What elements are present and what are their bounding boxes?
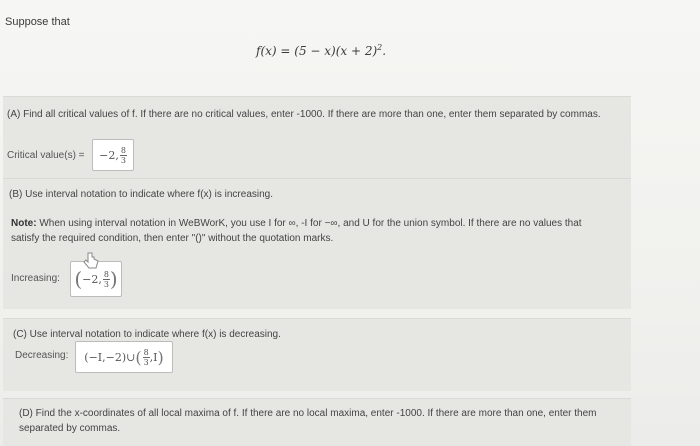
- part-b-question: (B) Use interval notation to indicate where f(x) is increasing.: [9, 189, 274, 200]
- open-paren: (: [74, 267, 83, 291]
- fraction-denominator: 3: [120, 155, 126, 165]
- critical-values-fraction: [120, 146, 127, 165]
- critical-values-label: Critical value(s) =: [7, 150, 85, 161]
- function-expression: f(x) = (5 − x)(x + 2): [256, 44, 378, 58]
- close-paren: ): [109, 267, 118, 291]
- part-a-section: [3, 96, 631, 179]
- note-label: Note:: [11, 218, 37, 229]
- function-exponent: 2: [377, 43, 383, 52]
- decreasing-input[interactable]: [75, 341, 173, 373]
- fraction-numerator: 8: [120, 145, 126, 155]
- part-d-section: [3, 398, 631, 446]
- close-paren: ): [157, 347, 164, 367]
- part-d-question: (D) Find the x-coordinates of all local maxima of f. If there are no local maxima, enter -1000. If there are more than one, enter them separated by commas.: [19, 408, 597, 434]
- critical-values-prefix: −2,: [99, 148, 119, 162]
- function-definition: [256, 43, 386, 58]
- increasing-fraction: [103, 270, 110, 289]
- decreasing-label: Decreasing:: [15, 350, 69, 361]
- interval-notation-note: [11, 216, 611, 246]
- part-b-section: [3, 178, 631, 309]
- decreasing-fraction: [143, 348, 150, 367]
- part-c-question: (C) Use interval notation to indicate where f(x) is decreasing.: [13, 329, 281, 340]
- hand-cursor-icon: [83, 252, 99, 270]
- critical-values-input[interactable]: [92, 139, 134, 171]
- fraction-denominator: 3: [143, 357, 149, 367]
- intro-text: Suppose that: [5, 16, 70, 28]
- increasing-prefix: −2,: [82, 272, 102, 286]
- part-a-question: (A) Find all critical values of f. If there are no critical values, enter -1000. If there are more than one, enter them separated by commas.: [7, 109, 601, 120]
- fraction-numerator: 8: [143, 347, 149, 357]
- note-text: When using interval notation in WeBWorK, you use I for ∞, -I for −∞, and U for the union symbol. If there are no values that satisfy the required condition, then enter "()" without the quotation marks.: [11, 218, 582, 244]
- decreasing-first-interval: (−I,−2)∪: [84, 350, 136, 364]
- decreasing-suffix: ,I: [149, 350, 158, 364]
- part-c-section: [3, 318, 631, 391]
- increasing-label: Increasing:: [11, 273, 60, 284]
- open-paren: (: [135, 347, 142, 367]
- fraction-numerator: 8: [103, 269, 109, 279]
- function-period: .: [382, 44, 387, 58]
- fraction-denominator: 3: [103, 279, 109, 289]
